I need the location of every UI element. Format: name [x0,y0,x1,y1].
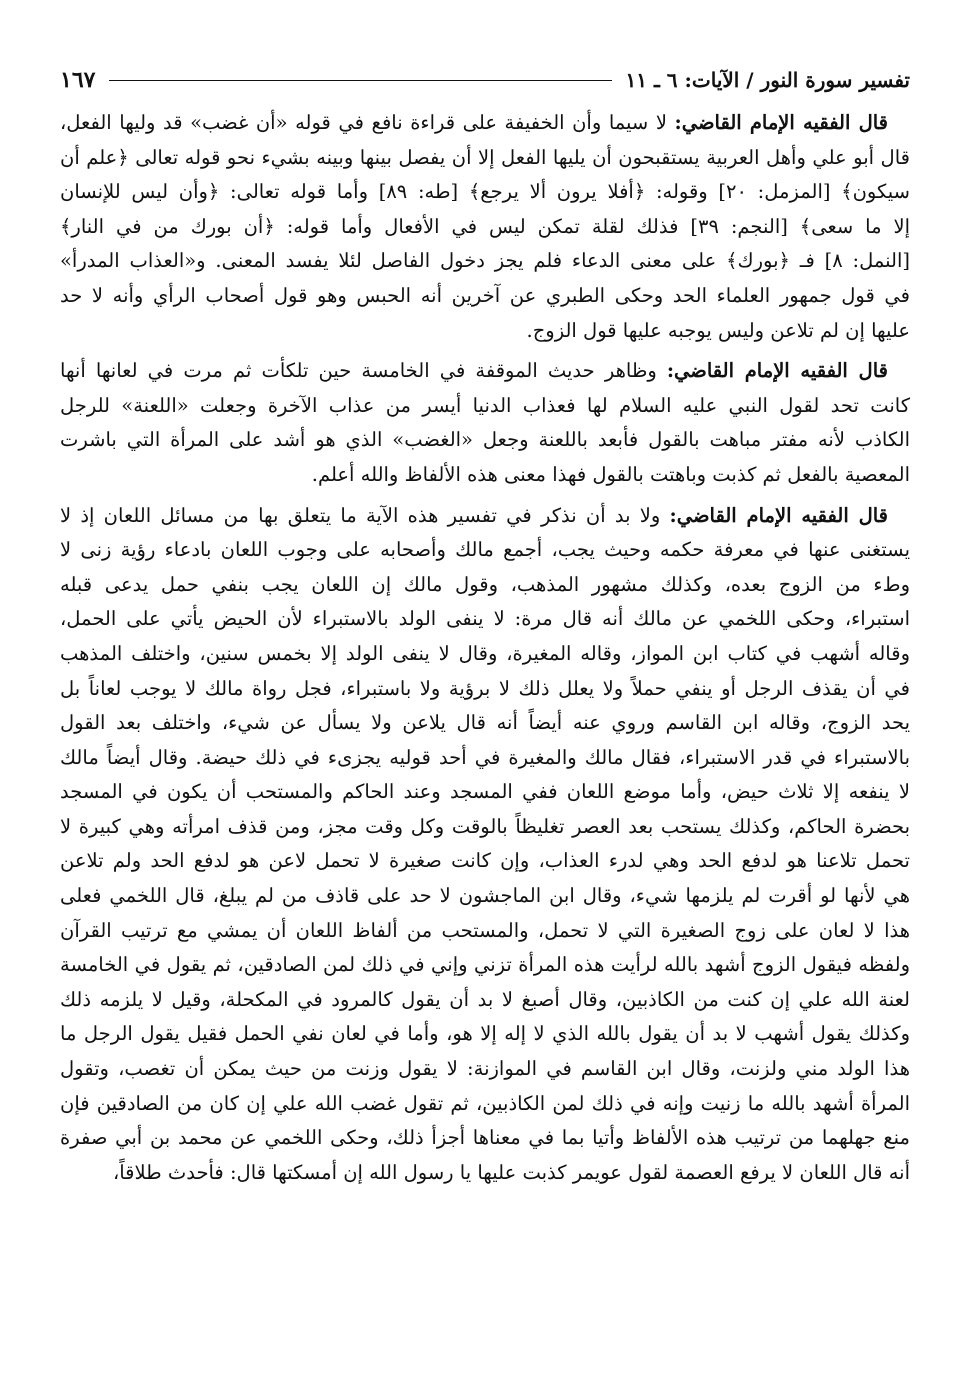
text-line: عليها إن لم تلاعن وليس يوجبه عليها قول الزوج. [526,318,910,342]
page-number: ١٦٧ [60,67,96,93]
text-line: تحمل تلاعنا هو لدفع الحد وهي لدرء العذاب، وإن كانت صغيرة لا تحمل لاعن هو لدفع الحد ولم تلاعن [60,849,910,873]
text-line: قال أبو علي وأهل العربية يستقبحون أن يليها الفعل إلا أن يفصل بينها وبينه بشيء نحو قوله تعالى ﴿علم أن [60,145,910,169]
text-line: وطء من الزوج بعده، وكذلك مشهور المذهب، وقول مالك إن اللعان يجب بنفي حمل يدعى قبله [60,572,910,596]
text-line: استبراء، وحكى اللخمي عن مالك أنه قال مرة: لا ينفى الولد بالاستبراء لأن الحيض يأتي على الحمل، [60,607,910,631]
header-rule [109,80,611,81]
text-line: إلا ما سعى﴾ [النجم: ٣٩] فذلك لقلة تمكن ليس في الأفعال وأما قوله: ﴿أن بورك من في النار﴾ [60,214,910,238]
text-line: قال الفقيه الإمام القاضي: وظاهر حديث الموقفة في الخامسة حين تلكأت ثم مرت في لعانها أنها [60,359,888,383]
text-line: في قول جمهور العلماء الحد وحكى الطبري عن آخرين أنه الحبس وهو قول أصحاب الرأي وأنه لا حد [60,283,910,307]
text-line: قال الفقيه الإمام القاضي: ولا بد أن نذكر في تفسير هذه الآية ما يتعلق بها من مسائل اللعان إذ لا [60,503,888,527]
text-line: قال الفقيه الإمام القاضي: لا سيما وأن الخفيفة على قراءة نافع في قوله «أن غضب» قد وليها الفعل، [60,111,888,134]
speaker-label: قال الفقيه الإمام القاضي: [666,359,888,383]
running-title: تفسير سورة النور / الآيات: ٦ ـ ١١ [625,68,910,92]
text-line: وقاله أشهب في كتاب ابن المواز، وقاله المغيرة، وقال لا ينفى الولد إلا بخمس سنين، واختلف المذهب [60,641,910,665]
text-line: وكذلك يقول أشهب لا بد أن يقول بالله الذي لا إله إلا هو، وأما في لعان نفي الحمل فقيل يقول الرجل ما [60,1022,910,1046]
paragraph [60,499,910,1191]
text-line: ولفظه فيقول الزوج أشهد بالله لرأيت هذه المرأة تزني وإني في ذلك لمن الصادقين، ثم يقول في الخامسة [60,953,910,977]
text-line: في أن يقذف الرجل أو ينفي حملاً ولا يعلل ذلك لا برؤية ولا باستبراء، فجل رواة مالك لا يوجب لعاناً بل [60,676,910,700]
speaker-label: قال الفقيه الإمام القاضي: [674,111,888,134]
text-line: سيكون﴾ [المزمل: ٢٠] وقوله: ﴿أفلا يرون ألا يرجع﴾ [طه: ٨٩] وأما قوله تعالى: ﴿وأن ليس للإنسان [60,180,910,204]
body-text [60,106,910,1190]
text-line: هي لأنها لو أقرت لم يلزمها شيء، وقال ابن الماجشون لا حد على قاذف من لم يبلغ، قال اللخمي فعلى [60,884,910,908]
text-line: لا ينفعه إلا ثلاث حيض، وأما موضع اللعان ففي المسجد وعند الحاكم والمستحب أن يكون في المسجد [60,780,910,804]
text-line: المعصية بالفعل ثم كذبت وباهتت بالقول فهذا معنى هذه الألفاظ والله أعلم. [311,462,910,486]
text-line: الكاذب لأنه مفتر مباهت بالقول فأبعد باللعنة وجعل «الغضب» الذي هو أشد على المرأة التي باشرت [60,428,910,452]
text-line: كانت تحد لقول النبي عليه السلام لها فعذاب الدنيا أيسر من عذاب الآخرة وجعلت «اللعنة» للرجل [60,393,910,417]
text-line: [النمل: ٨] فـ ﴿بورك﴾ على معنى الدعاء فلم يجز دخول الفاصل لئلا يفسد المعنى. و«العذاب المدرأ» [60,249,910,273]
text-line: منع جهلهما من ترتيب هذه الألفاظ وأتيا بما في معناها أجزأ ذلك، وحكى اللخمي عن محمد بن أبي صفرة [60,1126,910,1150]
paragraph [60,354,910,492]
speaker-label: قال الفقيه الإمام القاضي: [669,503,888,527]
text-line: هذا الولد مني ولزنت، وقال ابن القاسم في الموازنة: لا يقول وزنت من حيث يمكن أن تغصب، وتقول [60,1057,910,1081]
text-line: المرأة أشهد بالله ما زنيت وإنه في ذلك لمن الكاذبين، ثم تقول غضب الله علي إن كان من الصادقين فإن [60,1091,910,1115]
text-line: يستغنى عنها في معرفة حكمه وحيث يجب، أجمع مالك وأصحابه على وجوب اللعان بادعاء رؤية زنى لا [60,538,910,562]
text-line: يحد الزوج، وقاله ابن القاسم وروي عنه أيضاً أنه قال يلاعن ولا يسأل عن شيء، واختلف بعد القول [60,711,910,735]
text-line: هذا لا لعان على زوج الصغيرة التي لا تحمل، والمستحب من ألفاظ اللعان أن يمشي مع ترتيب القرآن [60,918,910,942]
text-line: بحضرة الحاكم، وكذلك يستحب بعد العصر تغليظاً بالوقت وكل وقت مجز، ومن قذف امرأته وهي كبيرة لا [60,814,910,838]
text-line: أنه قال اللعان لا يرفع العصمة لقول عويمر كذبت عليها يا رسول الله إن أمسكتها قال: فأحدث طلاقاً، [112,1160,910,1184]
text-line: لعنة الله علي إن كنت من الكاذبين، وقال أصبغ لا بد أن يقول كالمرود في المكحلة، وقيل لا يلزمه ذلك [60,987,910,1011]
text-line: بالاستبراء في قدر الاستبراء، فقال مالك والمغيرة في أحد قوليه يجزىء في ذلك حيضة. وقال أيضاً مالك [60,745,910,769]
paragraph [60,106,910,348]
page-header [60,60,910,100]
